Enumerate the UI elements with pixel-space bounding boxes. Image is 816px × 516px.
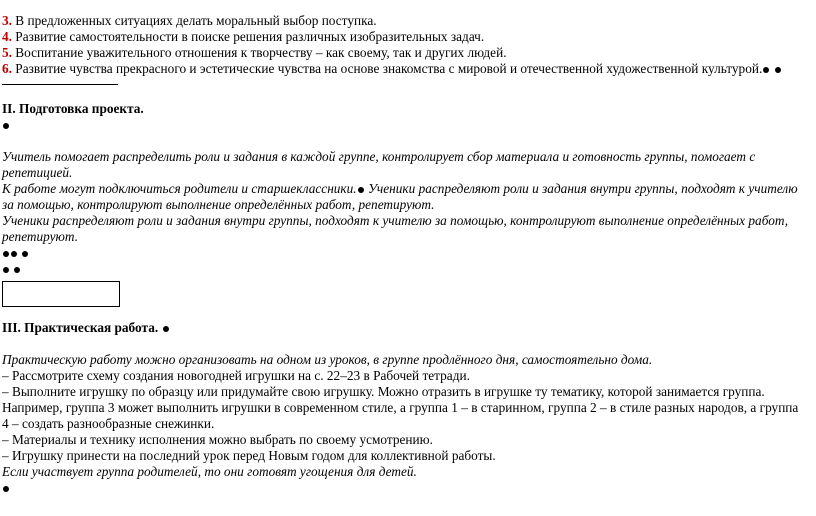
list-text: Воспитание уважительного отношения к творчеству – как своему, так и других людей. (11, 45, 507, 60)
bullet-dot-icon (11, 251, 17, 257)
bullet-dot-icon (358, 187, 364, 193)
parents-text-line-2: за помощью, контролируют выполнение определённых работ, репетируют. (2, 197, 435, 212)
practical-line-2: – Выполните игрушку по образцу или придумайте свою игрушку. Можно отразить в игрушке ту тематику, которой занимается группа. (2, 384, 765, 399)
students-text-line-2: репетируют. (2, 229, 79, 244)
practical-closing: Если участвует группа родителей, то они готовят угощения для детей. (2, 464, 417, 479)
bullet-row (2, 261, 814, 277)
bullet-dot-icon (163, 326, 169, 332)
practical-line-6: – Игрушку принести на последний урок перед Новым годом для коллективной работы. (2, 448, 496, 463)
practical-intro: Практическую работу можно организовать на одном из уроков, в группе продлённого дня, самостоятельно дома. (2, 352, 653, 367)
section-3-heading (2, 320, 814, 336)
list-number: 3. (2, 13, 12, 28)
list-text: В предложенных ситуациях делать моральный выбор поступка. (11, 13, 377, 28)
bullet-dot-icon (775, 67, 781, 73)
section-2-heading: II. Подготовка проекта. (2, 101, 144, 116)
bullet-dot-icon (3, 251, 9, 257)
bullet-dot-icon (763, 67, 769, 73)
practical-line-4: 4 – создать разнообразные снежинки. (2, 416, 215, 431)
practical-line-5: – Материалы и технику исполнения можно выбрать по своему усмотрению. (2, 432, 433, 447)
students-text-line-1: Ученики распределяют роли и задания внутри группы, подходят к учителю за помощью, контролируют выполнение определённых работ, (2, 213, 789, 228)
list-item-3 (2, 13, 814, 29)
list-item-6 (2, 61, 814, 77)
bullet-dot-icon (3, 486, 9, 492)
students-text-inline: Ученики распределяют роли и задания внутри группы, подходят к учителю (364, 181, 798, 196)
list-item-4 (2, 29, 814, 45)
bullet-dot-icon (14, 267, 20, 273)
teacher-text-line-2: репетицией. (2, 165, 73, 180)
bullet-row (2, 480, 814, 496)
list-text: Развитие самостоятельности в поиске решения различных изобразительных задач. (11, 29, 485, 44)
bullet-row (2, 245, 814, 261)
parents-text-line-1 (2, 181, 814, 197)
bullet-dot-icon (3, 123, 9, 129)
list-item-5 (2, 45, 814, 61)
practical-line-3: Например, группа 3 может выполнить игрушки в современном стиле, а группа 1 – в старинном, группа 2 – в стиле разных народов, а группа (2, 400, 799, 415)
bullet-dot-icon (3, 267, 9, 273)
practical-line-1: – Рассмотрите схему создания новогодней игрушки на с. 22–23 в Рабочей тетради. (2, 368, 470, 383)
section-3-heading-text: III. Практическая работа. (2, 320, 159, 335)
empty-text-box (2, 281, 120, 307)
parents-text: К работе могут подключиться родители и старшеклассники. (2, 181, 357, 196)
list-number: 6. (2, 61, 12, 76)
list-text: Развитие чувства прекрасного и эстетические чувства на основе знакомства с мировой и отечественной художественной культурой. (11, 61, 763, 76)
list-number: 4. (2, 29, 12, 44)
document-page (2, 13, 814, 496)
teacher-text-line-1: Учитель помогает распределить роли и задания в каждой группе, контролирует сбор материала и готовность группы, помогает с (2, 149, 756, 164)
bullet-row (2, 117, 814, 133)
list-number: 5. (2, 45, 12, 60)
bullet-dot-icon (22, 251, 28, 257)
